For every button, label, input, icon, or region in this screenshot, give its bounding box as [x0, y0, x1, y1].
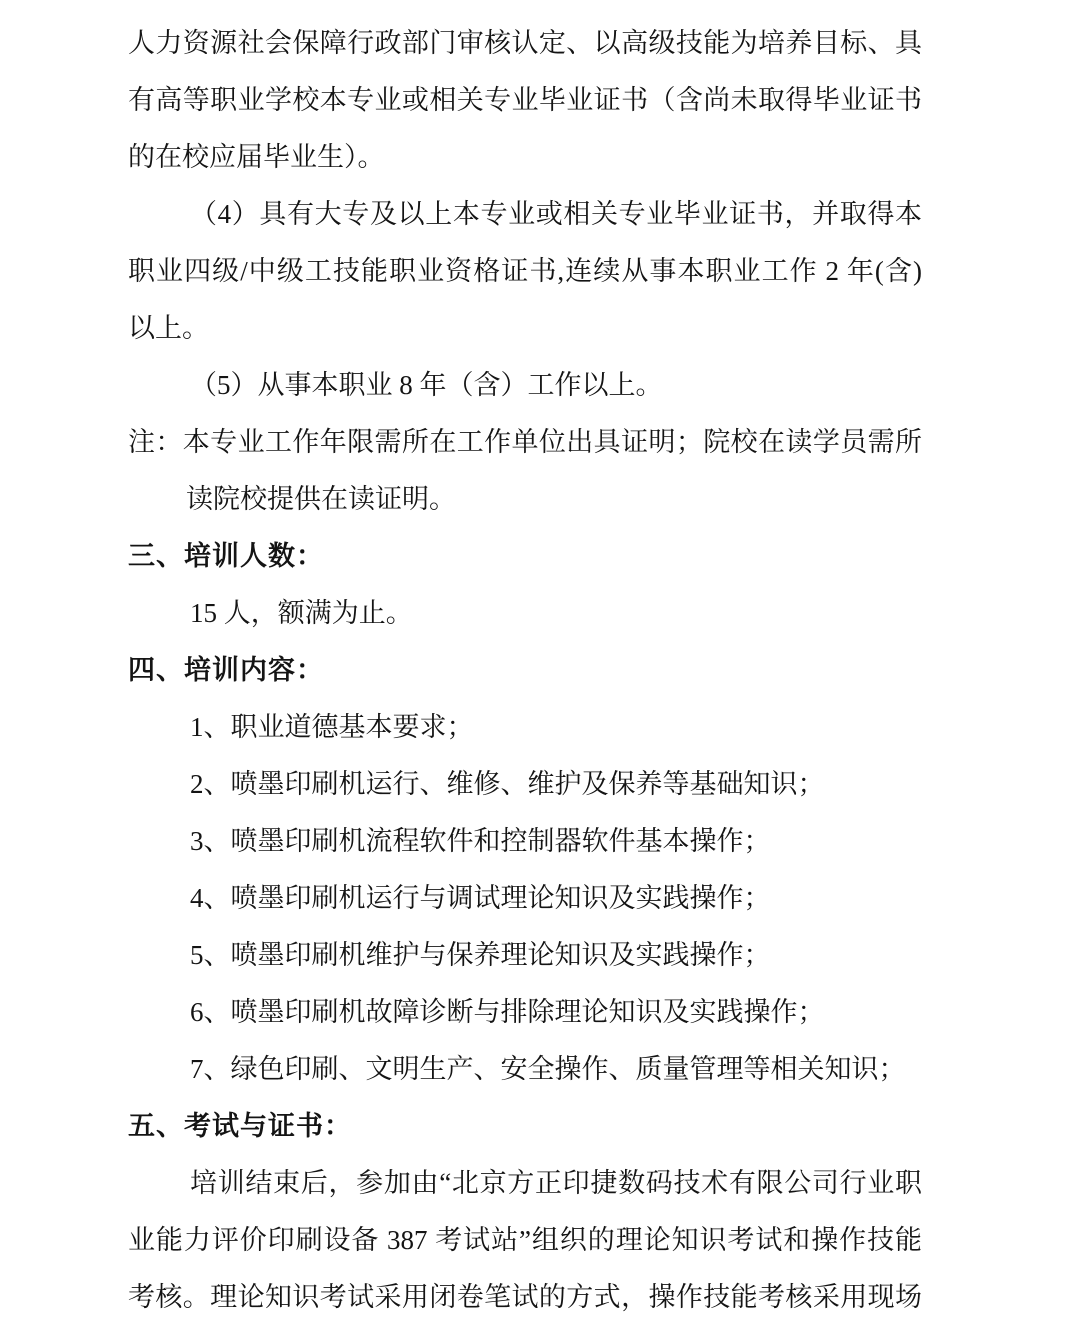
text-line: 职业四级/中级工技能职业资格证书,连续从事本职业工作 2 年(含) — [128, 256, 922, 286]
text-line: 考核。理论知识考试采用闭卷笔试的方式，操作技能考核采用现场 — [128, 1282, 922, 1312]
document-body — [128, 15, 922, 1326]
section-heading: 五、考试与证书： — [128, 1111, 352, 1141]
section-heading: 四、培训内容： — [128, 655, 324, 685]
text-line: （4）具有大专及以上本专业或相关专业毕业证书，并取得本 — [190, 199, 922, 229]
text-line: 15 人，额满为止。 — [190, 598, 413, 628]
text-line: 业能力评价印刷设备 387 考试站”组织的理论知识考试和操作技能 — [128, 1225, 922, 1255]
list-item: 5、喷墨印刷机维护与保养理论知识及实践操作； — [190, 940, 771, 970]
text-line: 人力资源社会保障行政部门审核认定、以高级技能为培养目标、具 — [128, 28, 922, 58]
list-item: 6、喷墨印刷机故障诊断与排除理论知识及实践操作； — [190, 997, 825, 1027]
text-line: 读院校提供在读证明。 — [186, 484, 456, 514]
text-line: 培训结束后，参加由“北京方正印捷数码技术有限公司行业职 — [190, 1168, 922, 1198]
list-item: 1、职业道德基本要求； — [190, 712, 474, 742]
list-item: 4、喷墨印刷机运行与调试理论知识及实践操作； — [190, 883, 771, 913]
text-line: （5）从事本职业 8 年（含）工作以上。 — [190, 370, 663, 400]
text-line: 注：本专业工作年限需所在工作单位出具证明；院校在读学员需所 — [128, 427, 922, 457]
list-item: 7、绿色印刷、文明生产、安全操作、质量管理等相关知识； — [190, 1054, 906, 1084]
text-line: 以上。 — [128, 313, 209, 343]
text-line: 有高等职业学校本专业或相关专业毕业证书（含尚未取得毕业证书 — [128, 85, 922, 115]
list-item: 2、喷墨印刷机运行、维修、维护及保养等基础知识； — [190, 769, 825, 799]
list-item: 3、喷墨印刷机流程软件和控制器软件基本操作； — [190, 826, 771, 856]
text-line: 的在校应届毕业生）。 — [128, 142, 385, 172]
section-heading: 三、培训人数： — [128, 541, 324, 571]
